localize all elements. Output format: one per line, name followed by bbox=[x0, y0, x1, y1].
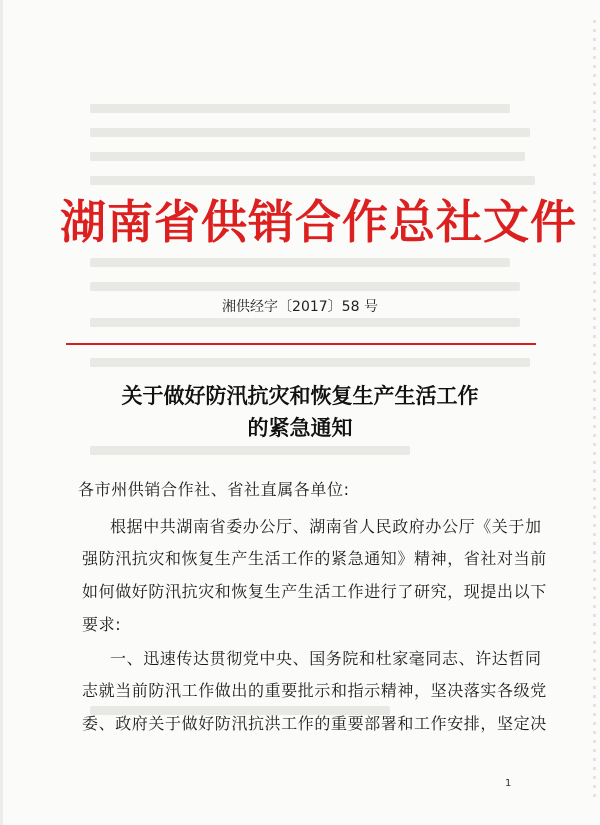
body-paragraph-line: 如何做好防汛抗灾和恢复生产生活工作进行了研究，现提出以下 bbox=[82, 582, 547, 601]
addressee: 各市州供销合作社、省社直属各单位: bbox=[78, 480, 350, 499]
bleed-through-line bbox=[90, 446, 410, 455]
body-paragraph-line: 要求: bbox=[82, 615, 122, 634]
bleed-through-line bbox=[90, 258, 510, 267]
body-paragraph-line: 根据中共湖南省委办公厅、湖南省人民政府办公厅《关于加 bbox=[110, 517, 542, 536]
bleed-through-line bbox=[90, 282, 520, 291]
body-paragraph-line: 委、政府关于做好防汛抗洪工作的重要部署和工作安排，坚定决 bbox=[82, 714, 547, 733]
notice-title-line-2: 的紧急通知 bbox=[247, 416, 353, 440]
red-divider-rule bbox=[66, 343, 536, 345]
page-number: 1 bbox=[505, 778, 512, 789]
bleed-through-line bbox=[90, 128, 530, 137]
bleed-through-line bbox=[90, 152, 525, 161]
body-paragraph-line: 一、迅速传达贯彻党中央、国务院和杜家毫同志、许达哲同 bbox=[110, 649, 542, 668]
document-number: 湘供经字〔2017〕58 号 bbox=[222, 299, 378, 315]
body-paragraph-line: 强防汛抗灾和恢复生产生活工作的紧急通知》精神，省社对当前 bbox=[82, 549, 547, 568]
bleed-through-line bbox=[90, 318, 520, 327]
bleed-through-line bbox=[90, 104, 510, 113]
scan-edge-dots bbox=[593, 20, 596, 800]
masthead: 湖南省供销合作总社文件 bbox=[60, 195, 577, 249]
body-paragraph-line: 志就当前防汛工作做出的重要批示和指示精神，坚决落实各级党 bbox=[82, 681, 547, 700]
notice-title-line-1: 关于做好防汛抗灾和恢复生产生活工作 bbox=[121, 384, 479, 408]
bleed-through-line bbox=[90, 176, 535, 185]
bleed-through-line bbox=[90, 358, 530, 367]
